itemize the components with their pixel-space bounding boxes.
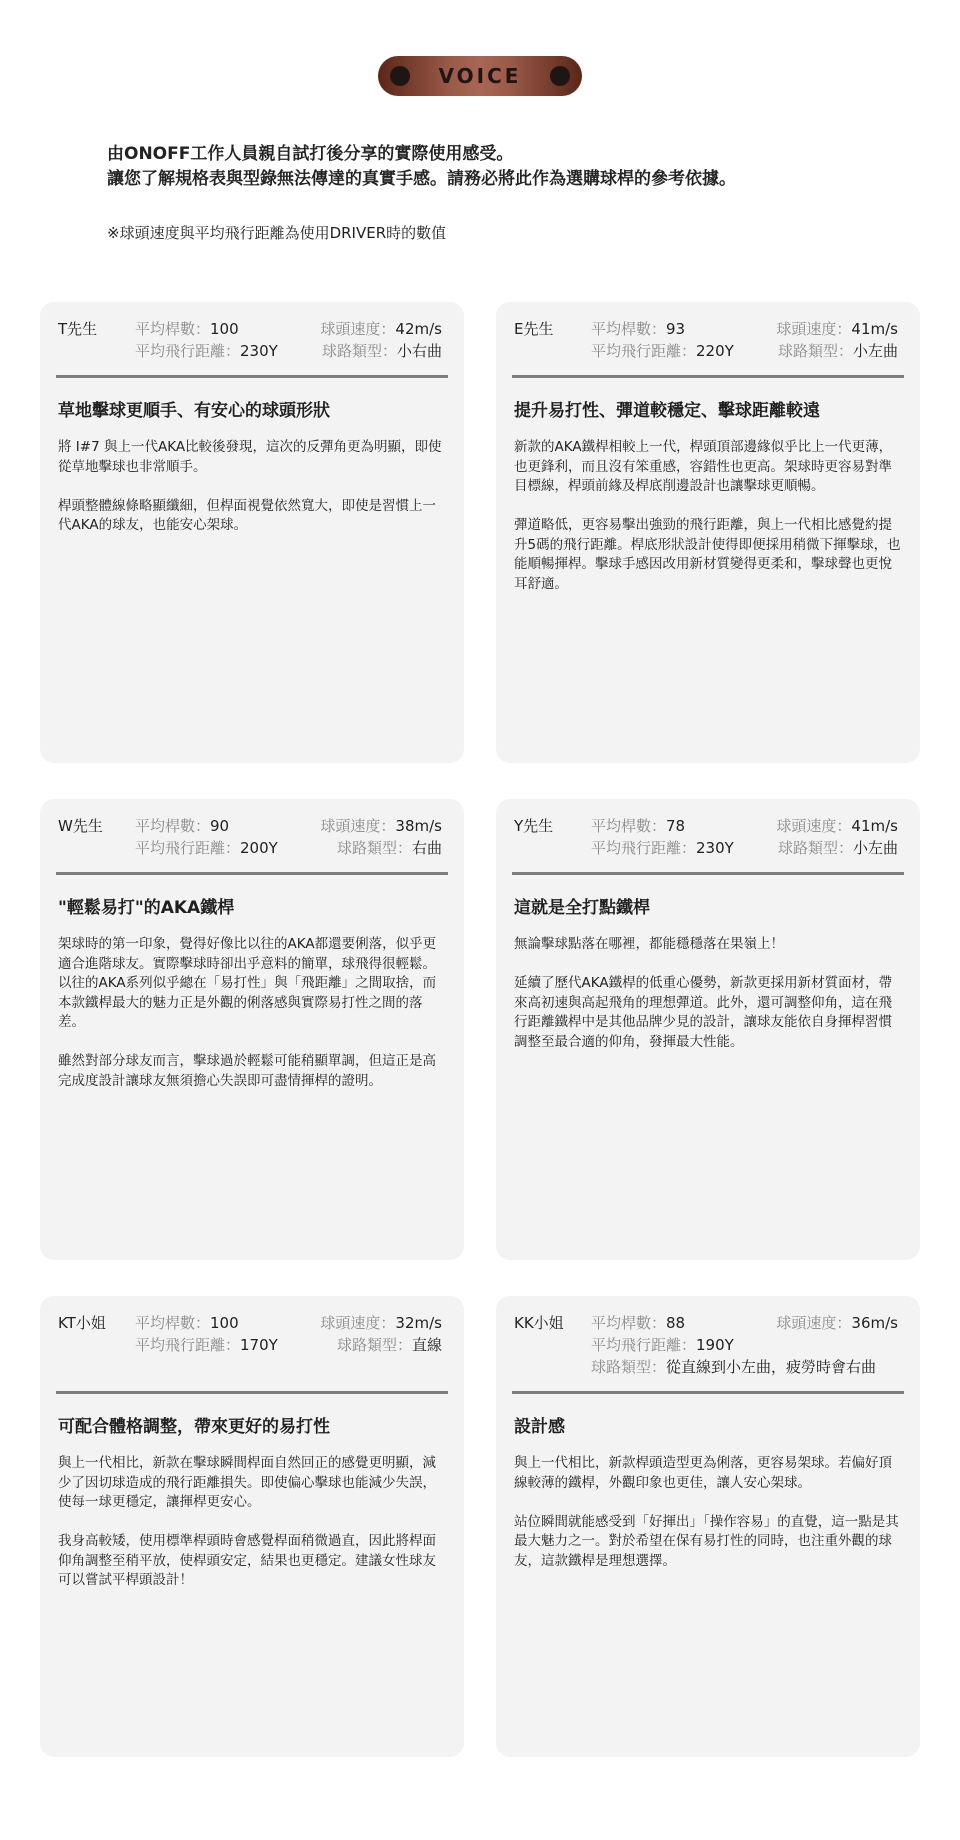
score-stat: 平均桿數：90	[135, 817, 230, 835]
speed-stat: 球頭速度：32m/s	[320, 1314, 442, 1332]
badge-dot-right	[550, 66, 570, 86]
score-stat: 平均桿數：78	[591, 817, 686, 835]
review-paragraph: 與上一代相比，新款在擊球瞬間桿面自然回正的感覺更明顯，減少了因切球造成的飛行距離損失。即使偏心擊球也能減少失誤，使每一球更穩定，讓揮桿更安心。	[58, 1455, 436, 1510]
divider	[56, 1391, 448, 1394]
reviewer-name: E先生	[514, 320, 554, 338]
intro-line-2: 讓您了解規格表與型錄無法傳達的真實手感。請務必將此作為選購球桿的參考依據。	[107, 169, 736, 189]
divider	[512, 375, 904, 378]
reviewer-name: W先生	[58, 817, 103, 835]
distance-stat: 平均飛行距離：230Y	[135, 342, 278, 360]
score-stat: 平均桿數：100	[135, 1314, 239, 1332]
ball-flight-stat: 球路類型：小右曲	[321, 342, 442, 360]
voice-badge	[378, 56, 582, 96]
review-card-w	[40, 799, 464, 1260]
distance-stat: 平均飛行距離：220Y	[591, 342, 734, 360]
review-card-t	[40, 302, 464, 763]
ball-flight-stat: 球路類型：小左曲	[777, 839, 898, 857]
review-body	[58, 1454, 448, 1610]
speed-stat: 球頭速度：41m/s	[776, 320, 898, 338]
speed-stat: 球頭速度：41m/s	[776, 817, 898, 835]
divider	[512, 872, 904, 875]
review-body	[514, 935, 904, 1072]
review-title: 可配合體格調整，帶來更好的易打性	[58, 1417, 330, 1437]
review-body	[58, 438, 448, 555]
review-paragraph: 架球時的第一印象，覺得好像比以往的AKA都還要俐落，似乎更適合進階球友。實際擊球時卻出乎意料的簡單，球飛得很輕鬆。以往的AKA系列似乎總在「易打性」與「飛距離」之間取捨，而本款鐵桿最大的魅力正是外觀的俐落感與實際易打性之間的落差。	[58, 936, 437, 1030]
review-paragraph: 雖然對部分球友而言，擊球過於輕鬆可能稍顯單調，但這正是高完成度設計讓球友無須擔心失誤即可盡情揮桿的證明。	[58, 1053, 436, 1089]
ball-flight-stat: 球路類型：小左曲	[777, 342, 898, 360]
review-card-kk	[496, 1296, 920, 1757]
review-title: 提升易打性、彈道較穩定、擊球距離較遠	[514, 401, 820, 421]
reviewer-name: KT小姐	[58, 1314, 106, 1332]
intro-line-1: 由ONOFF工作人員親自試打後分享的實際使用感受。	[107, 144, 514, 164]
speed-stat: 球頭速度：42m/s	[320, 320, 442, 338]
review-title: "輕鬆易打"的AKA鐵桿	[58, 898, 235, 918]
ball-flight-stat: 球路類型：直線	[336, 1336, 442, 1354]
reviewer-name: KK小姐	[514, 1314, 564, 1332]
ball-flight-stat: 球路類型：右曲	[336, 839, 442, 857]
reviewer-name: Y先生	[514, 817, 554, 835]
footnote: ※球頭速度與平均飛行距離為使用DRIVER時的數值	[107, 224, 447, 242]
review-paragraph: 新款的AKA鐵桿相較上一代，桿頭頂部邊緣似乎比上一代更薄，也更鋒利，而且沒有笨重感，容錯性也更高。架球時更容易對準目標線，桿頭前緣及桿底削邊設計也讓擊球更順暢。	[514, 439, 893, 494]
review-title: 草地擊球更順手、有安心的球頭形狀	[58, 401, 330, 421]
ball-flight-stat: 球路類型：從直線到小左曲，疲勞時會右曲	[591, 1358, 877, 1376]
review-paragraph: 彈道略低，更容易擊出強勁的飛行距離，與上一代相比感覺約提升5碼的飛行距離。桿底形狀設計使得即便採用稍微下揮擊球，也能順暢揮桿。擊球手感因改用新材質變得更柔和，擊球聲也更悅耳舒適。	[514, 517, 901, 592]
score-stat: 平均桿數：100	[135, 320, 239, 338]
review-card-kt	[40, 1296, 464, 1757]
score-stat: 平均桿數：88	[591, 1314, 686, 1332]
review-paragraph: 我身高較矮，使用標準桿頭時會感覺桿面稍微過直，因此將桿面仰角調整至稍平放，使桿頭安定，結果也更穩定。建議女性球友可以嘗試平桿頭設計！	[58, 1533, 436, 1588]
review-paragraph: 桿頭整體線條略顯纖細，但桿面視覺依然寬大，即使是習慣上一代AKA的球友，也能安心架球。	[58, 497, 436, 533]
review-paragraph: 將 I#7 與上一代AKA比較後發現，這次的反彈角更為明顯，即使從草地擊球也非常順手。	[58, 439, 442, 475]
distance-stat: 平均飛行距離：230Y	[591, 839, 734, 857]
score-stat: 平均桿數：93	[591, 320, 686, 338]
distance-stat: 平均飛行距離：200Y	[135, 839, 278, 857]
divider	[56, 375, 448, 378]
badge-dot-left	[390, 66, 410, 86]
divider	[56, 872, 448, 875]
speed-stat: 球頭速度：36m/s	[776, 1314, 898, 1332]
review-paragraph: 與上一代相比，新款桿頭造型更為俐落，更容易架球。若偏好頂線較薄的鐵桿，外觀印象也更佳，讓人安心架球。	[514, 1455, 892, 1491]
review-title: 設計感	[514, 1417, 565, 1437]
reviewer-name: T先生	[58, 320, 98, 338]
divider	[512, 1391, 904, 1394]
review-card-y	[496, 799, 920, 1260]
distance-stat: 平均飛行距離：190Y	[591, 1336, 734, 1354]
review-paragraph: 站位瞬間就能感受到「好揮出」「操作容易」的直覺，這一點是其最大魅力之一。對於希望在保有易打性的同時，也注重外觀的球友，這款鐵桿是理想選擇。	[514, 1513, 899, 1569]
badge-label: VOICE	[438, 64, 522, 88]
review-body	[514, 438, 904, 614]
review-body	[514, 1454, 904, 1591]
review-title: 這就是全打點鐵桿	[514, 898, 650, 918]
review-paragraph: 延續了歷代AKA鐵桿的低重心優勢，新款更採用新材質面材，帶來高初速與高起飛角的理想彈道。此外，還可調整仰角，這在飛行距離鐵桿中是其他品牌少見的設計，讓球友能依自身揮桿習慣調整至最合適的仰角，發揮最大性能。	[514, 975, 893, 1050]
speed-stat: 球頭速度：38m/s	[320, 817, 442, 835]
review-card-e	[496, 302, 920, 763]
intro-text	[107, 142, 887, 192]
distance-stat: 平均飛行距離：170Y	[135, 1336, 278, 1354]
review-paragraph: 無論擊球點落在哪裡，都能穩穩落在果嶺上！	[514, 936, 784, 952]
review-body	[58, 935, 448, 1111]
